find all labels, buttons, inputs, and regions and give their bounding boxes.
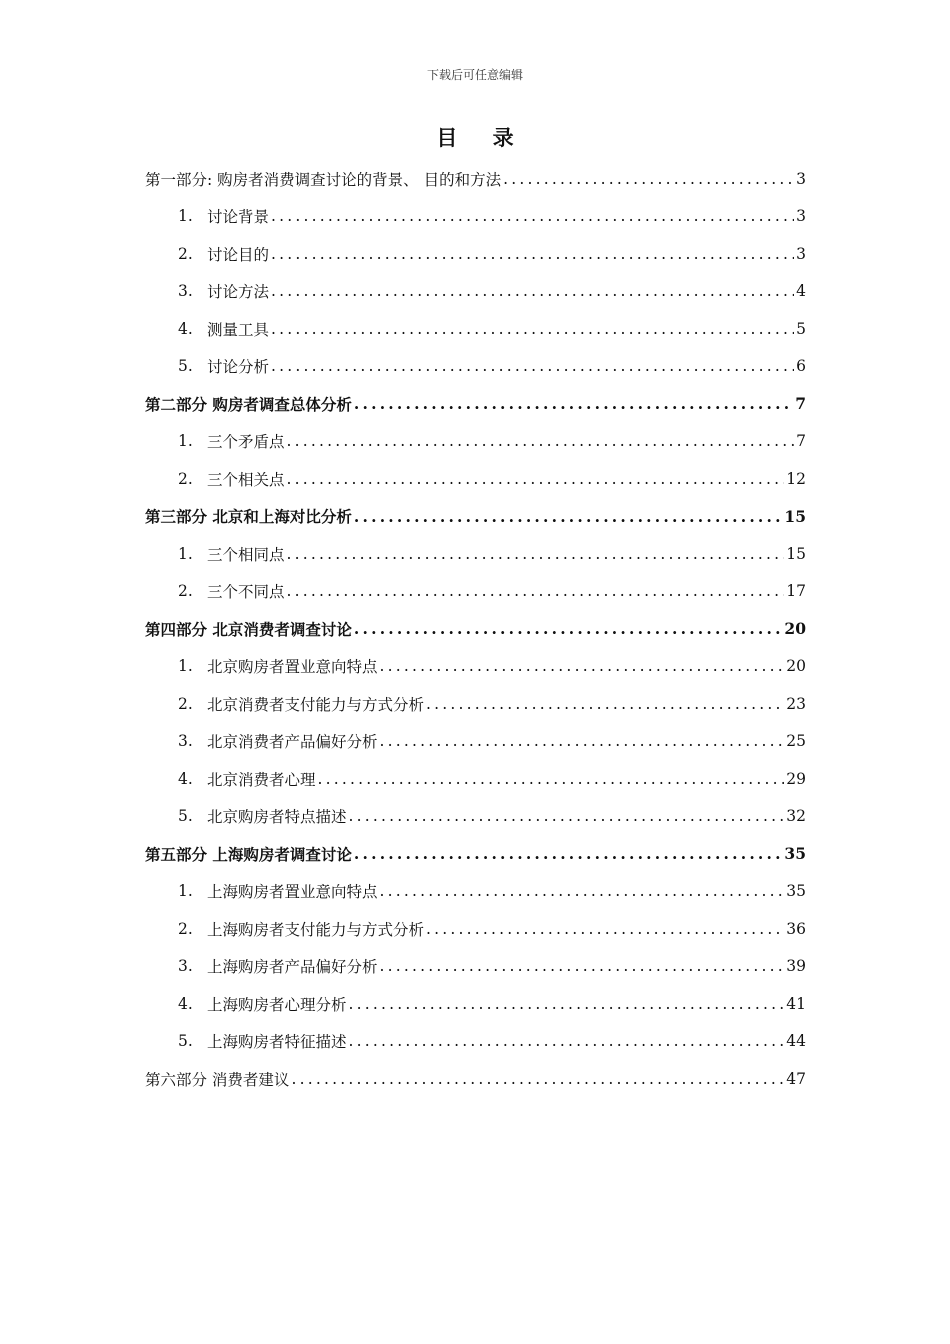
toc-entry-number: 1. (178, 544, 193, 563)
toc-page-number: 47 (786, 1069, 806, 1088)
toc-entry-title: 第二部分 购房者调查总体分析 (145, 394, 352, 414)
toc-dot-leader (318, 770, 785, 788)
toc-entry-title: 测量工具 (207, 320, 270, 339)
toc-subsection-entry[interactable] (145, 235, 806, 273)
toc-subsection-entry[interactable] (145, 460, 806, 498)
toc-dot-leader (271, 282, 794, 300)
toc-dot-leader (354, 619, 783, 638)
toc-page-number: 12 (786, 469, 806, 488)
toc-page-number: 17 (786, 582, 806, 601)
toc-subsection-entry[interactable] (145, 348, 806, 386)
toc-page-number: 7 (795, 394, 806, 414)
toc-page-number: 3 (796, 207, 806, 226)
toc-entry-number: 2. (178, 919, 193, 938)
toc-entry-title: 三个不同点 (207, 583, 285, 602)
toc-page-number: 25 (786, 732, 806, 751)
toc-dot-leader (380, 732, 785, 750)
toc-section-entry[interactable] (145, 498, 806, 536)
toc-dot-leader (380, 957, 785, 975)
toc-dot-leader (271, 245, 794, 263)
toc-entry-number: 1. (178, 882, 193, 901)
toc-section-entry[interactable] (145, 610, 806, 648)
toc-dot-leader (503, 170, 794, 188)
toc-entry-number: 1. (178, 432, 193, 451)
toc-subsection-entry[interactable] (145, 273, 806, 311)
toc-dot-leader (354, 507, 783, 526)
toc-page-number: 35 (786, 882, 806, 901)
toc-entry-title: 上海购房者特征描述 (207, 1033, 347, 1052)
toc-subsection-entry[interactable] (145, 573, 806, 611)
toc-page-number: 4 (796, 282, 806, 301)
toc-subsection-entry[interactable] (145, 423, 806, 461)
toc-subsection-entry[interactable] (145, 723, 806, 761)
toc-subsection-entry[interactable] (145, 535, 806, 573)
toc-dot-leader (287, 582, 785, 600)
toc-page-number: 23 (786, 694, 806, 713)
toc-entry-title: 讨论背景 (207, 208, 270, 227)
toc-page-number: 15 (784, 506, 806, 526)
toc-entry-title: 北京消费者支付能力与方式分析 (207, 695, 425, 714)
header-note: 下载后可任意编辑 (426, 68, 523, 82)
toc-entry-number: 2. (178, 694, 193, 713)
toc-dot-leader (349, 1032, 785, 1050)
toc-subsection-entry[interactable] (145, 310, 806, 348)
toc-dot-leader (380, 882, 785, 900)
toc-dot-leader (354, 844, 783, 863)
toc-section-entry[interactable] (145, 1060, 806, 1098)
toc-entry-number: 3. (178, 282, 193, 301)
toc-subsection-entry[interactable] (145, 873, 806, 911)
toc-subsection-entry[interactable] (145, 798, 806, 836)
toc-page-number: 39 (786, 957, 806, 976)
toc-entry-number: 2. (178, 469, 193, 488)
toc-page-number: 3 (796, 244, 806, 263)
toc-entry-number: 5. (178, 807, 193, 826)
toc-dot-leader (271, 357, 794, 375)
toc-subsection-entry[interactable] (145, 198, 806, 236)
toc-entry-title: 上海购房者产品偏好分析 (207, 958, 378, 977)
toc-page-number: 35 (784, 844, 806, 864)
toc-entry-title: 北京消费者心理 (207, 770, 316, 789)
toc-page-number: 3 (796, 169, 806, 188)
toc-entry-number: 3. (178, 957, 193, 976)
toc-page-number: 20 (784, 619, 806, 639)
toc-entry-number: 5. (178, 1032, 193, 1051)
toc-entry-title: 上海购房者心理分析 (207, 995, 347, 1014)
toc-page-number: 44 (786, 1032, 806, 1051)
toc-entry-title: 三个相同点 (207, 545, 285, 564)
toc-dot-leader (349, 807, 785, 825)
toc-page-number: 29 (786, 769, 806, 788)
toc-page-number: 41 (786, 994, 806, 1013)
toc-section-entry[interactable] (145, 160, 806, 198)
toc-dot-leader (380, 657, 785, 675)
toc-dot-leader (426, 695, 784, 713)
toc-entry-number: 4. (178, 769, 193, 788)
toc-entry-title: 第六部分 消费者建议 (145, 1070, 290, 1089)
toc-entry-number: 2. (178, 244, 193, 263)
toc-entry-number: 4. (178, 319, 193, 338)
toc-dot-leader (287, 470, 785, 488)
toc-dot-leader (291, 1070, 784, 1088)
toc-page-number: 36 (786, 919, 806, 938)
toc-subsection-entry[interactable] (145, 985, 806, 1023)
toc-page-number: 5 (796, 319, 806, 338)
toc-entry-title: 北京购房者特点描述 (207, 808, 347, 827)
toc-entry-title: 第三部分 北京和上海对比分析 (145, 507, 352, 527)
toc-dot-leader (271, 320, 794, 338)
toc-dot-leader (287, 432, 795, 450)
toc-section-entry[interactable] (145, 385, 806, 423)
toc-dot-leader (354, 394, 793, 413)
toc-page-number: 32 (786, 807, 806, 826)
toc-entry-title: 讨论分析 (207, 358, 270, 377)
toc-entry-title: 上海购房者置业意向特点 (207, 883, 378, 902)
toc-entry-title: 讨论目的 (207, 245, 270, 264)
toc-entry-number: 4. (178, 994, 193, 1013)
toc-page-number: 6 (796, 357, 806, 376)
toc-page-number: 20 (786, 657, 806, 676)
toc-entry-title: 三个相关点 (207, 470, 285, 489)
toc-subsection-entry[interactable] (145, 760, 806, 798)
toc-subsection-entry[interactable] (145, 1023, 806, 1061)
toc-entry-title: 第五部分 上海购房者调查讨论 (145, 844, 352, 864)
toc-subsection-entry[interactable] (145, 948, 806, 986)
toc-dot-leader (271, 207, 794, 225)
toc-entry-title: 北京购房者置业意向特点 (207, 658, 378, 677)
toc-page-number: 15 (786, 544, 806, 563)
toc-dot-leader (349, 995, 785, 1013)
toc-subsection-entry[interactable] (145, 910, 806, 948)
toc-entry-title: 上海购房者支付能力与方式分析 (207, 920, 425, 939)
toc-subsection-entry[interactable] (145, 685, 806, 723)
toc-entry-number: 3. (178, 732, 193, 751)
toc-dot-leader (287, 545, 785, 563)
toc-entry-number: 1. (178, 657, 193, 676)
toc-entry-title: 讨论方法 (207, 283, 270, 302)
toc-entry-title: 北京消费者产品偏好分析 (207, 733, 378, 752)
table-of-contents (145, 160, 806, 1098)
toc-title: 目 录 (436, 125, 528, 150)
toc-page-number: 7 (796, 432, 806, 451)
toc-entry-title: 第四部分 北京消费者调查讨论 (145, 619, 352, 639)
toc-entry-number: 2. (178, 582, 193, 601)
toc-entry-number: 5. (178, 357, 193, 376)
toc-dot-leader (426, 920, 784, 938)
toc-entry-number: 1. (178, 207, 193, 226)
toc-subsection-entry[interactable] (145, 648, 806, 686)
toc-entry-title: 第一部分: 购房者消费调查讨论的背景、 目的和方法 (145, 170, 502, 189)
toc-entry-title: 三个矛盾点 (207, 433, 285, 452)
toc-section-entry[interactable] (145, 835, 806, 873)
